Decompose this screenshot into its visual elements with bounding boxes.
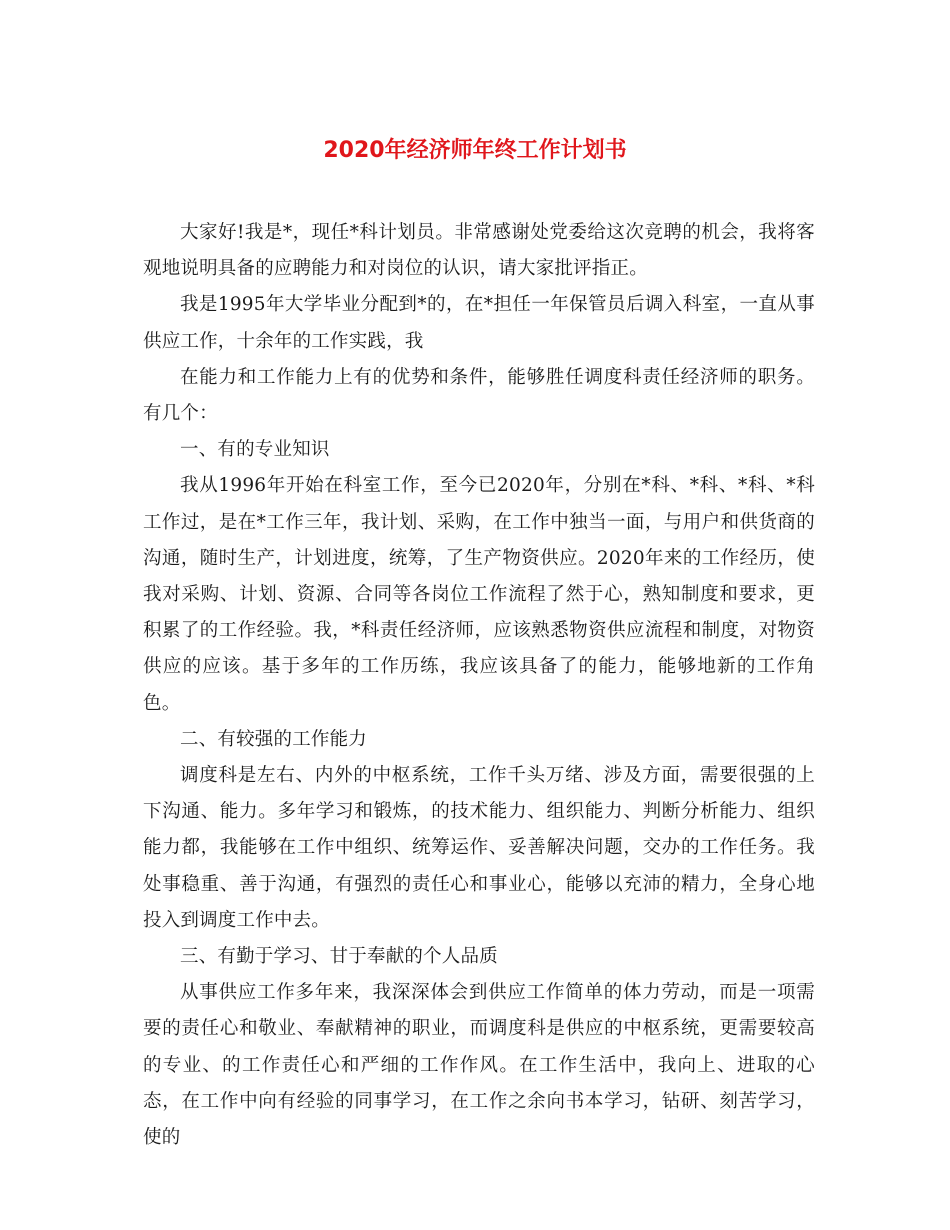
paragraph-background: 我是1995年大学毕业分配到*的，在*担任一年保管员后调入科室，一直从事供应工作，十余年的工作实践，我 xyxy=(143,294,815,352)
paragraph-section-3: 从事供应工作多年来，我深深体会到供应工作简单的体力劳动，而是一项需要的责任心和敬业、奉献精神的职业，而调度科是供应的中枢系统，更需要较高的专业、的工作责任心和严细的工作作风。在工作生活中，我向上、进取的心态，在工作中向有经验的同事学习，在工作之余向书本学习，钻研、刻苦学习，使的 xyxy=(143,982,815,1149)
paragraph-qualification: 在能力和工作能力上有的优势和条件，能够胜任调度科责任经济师的职务。有几个： xyxy=(143,366,815,425)
section-heading-1: 一、有的专业知识 xyxy=(180,439,330,461)
document-body xyxy=(143,215,815,1156)
paragraph-section-1: 我从1996年开始在科室工作，至今已2020年，分别在*科、*科、*科、*科工作过，是在*工作三年，我计划、采购，在工作中独当一面，与用户和供货商的沟通，随时生产，计划进度，统筹，了生产物资供应。2020年来的工作经历，使我对采购、计划、资源、合同等各岗位工作流程了然于心，熟知制度和要求，更积累了的工作经验。我，*科责任经济师，应该熟悉物资供应流程和制度，对物资供应的应该。基于多年的工作历练，我应该具备了的能力，能够地新的工作角色。 xyxy=(143,475,815,714)
paragraph-section-2: 调度科是左右、内外的中枢系统，工作千头万绪、涉及方面，需要很强的上下沟通、能力。多年学习和锻炼，的技术能力、组织能力、判断分析能力、组织能力都，我能够在工作中组织、统筹运作、妥善解决问题，交办的工作任务。我处事稳重、善于沟通，有强烈的责任心和事业心，能够以充沛的精力，全身心地投入到调度工作中去。 xyxy=(143,765,815,931)
paragraph-greeting: 大家好!我是*，现任*科计划员。非常感谢处党委给这次竞聘的机会，我将客观地说明具备的应聘能力和对岗位的认识，请大家批评指正。 xyxy=(143,222,815,280)
document-title: 2020年经济师年终工作计划书 xyxy=(323,138,627,163)
section-heading-3: 三、有勤于学习、甘于奉献的个人品质 xyxy=(180,946,498,968)
section-heading-2: 二、有较强的工作能力 xyxy=(180,728,368,750)
